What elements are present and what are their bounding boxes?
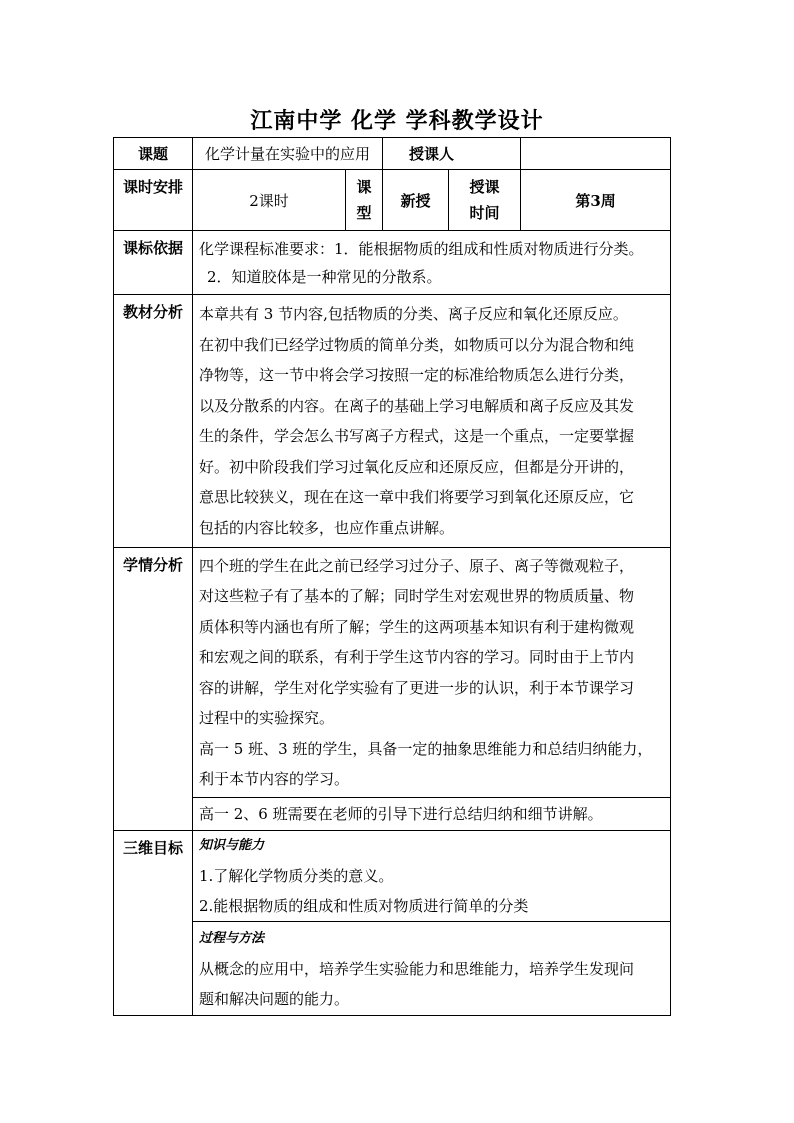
students-line: 高一 5 班、3 班的学生，具备一定的抽象思维能力和总结归纳能力， [199, 739, 653, 758]
row-goals-process [114, 922, 671, 1016]
time-label: 授课时间 [449, 170, 521, 231]
standards-line: 化学课程标准要求：1．能根据物质的组成和性质对物质进行分类。 [199, 239, 644, 258]
schedule-value: 2课时 [193, 170, 346, 231]
textbook-content [193, 295, 671, 548]
students-line: 质体积等内涵也有所了解；学生的这两项基本知识有利于建构微观 [199, 617, 635, 636]
teacher-label: 授课人 [383, 138, 521, 170]
document-title: 江南中学 化学 学科教学设计 [250, 108, 544, 134]
knowledge-line: 1.了解化学物质分类的意义。 [199, 867, 394, 885]
standards-content [193, 231, 671, 295]
process-line: 题和解决问题的能力。 [199, 989, 350, 1008]
topic-value: 化学计量在实验中的应用 [193, 138, 383, 170]
students-line: 利于本节内容的学习。 [199, 770, 350, 788]
type-label: 课型 [346, 170, 383, 231]
row-students-extra [114, 798, 671, 831]
teacher-value [521, 138, 671, 170]
row-standards [114, 231, 671, 295]
students-extra: 高一 2、6 班需要在老师的引导下进行总结归纳和细节讲解。 [193, 798, 671, 831]
standards-line: 2．知道胶体是一种常见的分散系。 [207, 267, 442, 286]
students-label: 学情分析 [114, 548, 193, 831]
textbook-line: 以及分散系的内容。在离子的基础上学习电解质和离子反应及其发 [199, 396, 635, 415]
row-goals-knowledge [114, 831, 671, 922]
students-line: 和宏观之间的联系，有利于学生这节内容的学习。同时由于上节内 [199, 648, 635, 666]
knowledge-heading: 知识与能力 [199, 838, 265, 853]
textbook-line: 包括的内容比较多，也应作重点讲解。 [199, 518, 455, 537]
topic-label: 课题 [114, 138, 193, 170]
textbook-line: 在初中我们已经学过物质的简单分类，如物质可以分为混合物和纯 [199, 335, 635, 354]
goals-process [193, 922, 671, 1016]
row-textbook [114, 295, 671, 548]
type-value: 新授 [383, 170, 449, 231]
row-schedule [114, 170, 671, 231]
lesson-plan-table [113, 137, 671, 1016]
textbook-line: 净物等，这一节中将会学习按照一定的标准给物质怎么进行分类， [199, 366, 635, 384]
schedule-label: 课时安排 [114, 170, 193, 231]
textbook-line: 本章共有 3 节内容,包括物质的分类、离子反应和氧化还原反应。 [199, 305, 628, 323]
students-line: 容的讲解，学生对化学实验有了更进一步的认识，利于本节课学习 [199, 678, 635, 697]
textbook-line: 好。初中阶段我们学习过氧化反应和还原反应，但都是分开讲的， [199, 457, 635, 476]
process-line: 从概念的应用中，培养学生实验能力和思维能力，培养学生发现问 [199, 959, 635, 978]
students-line: 四个班的学生在此之前已经学习过分子、原子、离子等微观粒子， [199, 556, 635, 575]
textbook-line: 意思比较狭义，现在在这一章中我们将要学习到氧化还原反应，它 [199, 488, 635, 506]
knowledge-line: 2.能根据物质的组成和性质对物质进行简单的分类 [199, 897, 529, 915]
students-content [193, 548, 671, 798]
textbook-line: 生的条件，学会怎么书写离子方程式，这是一个重点，一定要掌握 [199, 427, 635, 445]
students-line: 过程中的实验探究。 [199, 709, 335, 727]
students-line: 对这些粒子有了基本的了解；同时学生对宏观世界的物质质量、物 [199, 587, 635, 605]
goals-label: 三维目标 [114, 831, 193, 1016]
row-students [114, 548, 671, 798]
row-topic [114, 138, 671, 170]
textbook-label: 教材分析 [114, 295, 193, 548]
standards-label: 课标依据 [114, 231, 193, 295]
process-heading: 过程与方法 [199, 930, 265, 946]
goals-knowledge [193, 831, 671, 922]
time-value: 第3周 [521, 170, 671, 231]
